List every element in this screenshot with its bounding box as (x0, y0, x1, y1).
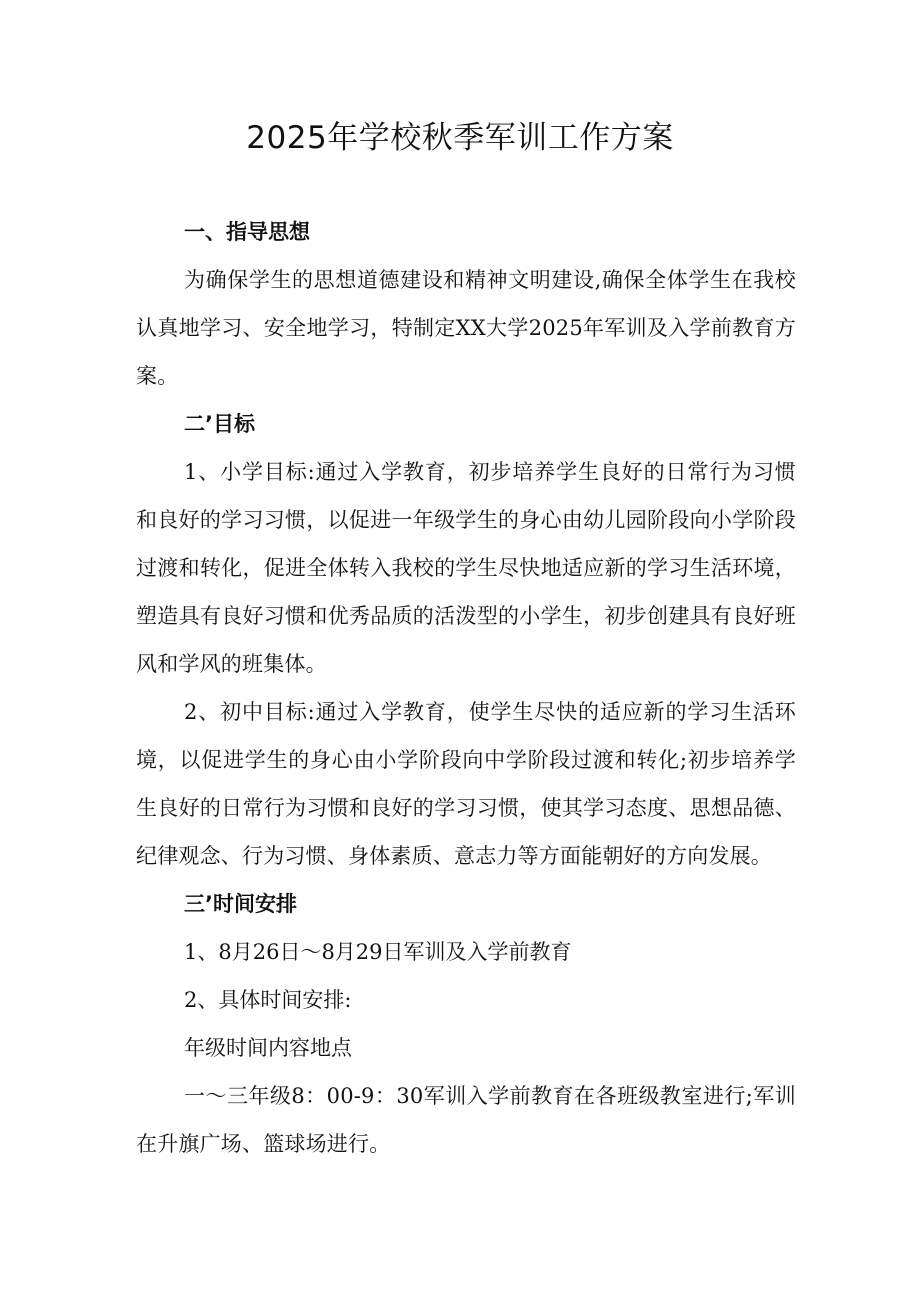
paragraph: 2、初中目标:通过入学教育，使学生尽快的适应新的学习生活环境，以促进学生的身心由小学阶段向中学阶段过渡和转化;初步培养学生良好的日常行为习惯和良好的学习习惯，使其学习态度、思想品德、纪律观念、行为习惯、身体素质、意志力等方面能朝好的方向发展。 (136, 700, 796, 868)
section-heading: 三’时间安排 (184, 892, 297, 916)
paragraph: 为确保学生的思想道德建设和精神文明建设,确保全体学生在我校认真地学习、安全地学习，特制定XX大学2025年军训及入学前教育方案。 (136, 268, 796, 388)
section-guiding-ideology (136, 208, 796, 400)
section-goals (136, 400, 796, 880)
paragraph: 1、小学目标:通过入学教育，初步培养学生良好的日常行为习惯和良好的学习习惯，以促进一年级学生的身心由幼儿园阶段向小学阶段过渡和转化，促进全体转入我校的学生尽快地适应新的学习生活环境，塑造具有良好习惯和优秀品质的活泼型的小学生，初步创建具有良好班风和学风的班集体。 (136, 460, 796, 676)
section-heading: 一、指导思想 (184, 220, 310, 244)
schedule-line: 2、具体时间安排: (184, 988, 352, 1012)
document-body (136, 208, 796, 1168)
section-schedule (136, 880, 796, 1168)
section-heading: 二’目标 (184, 412, 255, 436)
schedule-table-header: 年级时间内容地点 (184, 1036, 352, 1060)
paragraph: 一～三年级8：00-9：30军训入学前教育在各班级教室进行;军训在升旗广场、篮球场进行。 (136, 1084, 796, 1156)
document-title: 2025年学校秋季军训工作方案 (246, 120, 674, 156)
schedule-line: 1、8月26日～8月29日军训及入学前教育 (184, 940, 572, 964)
